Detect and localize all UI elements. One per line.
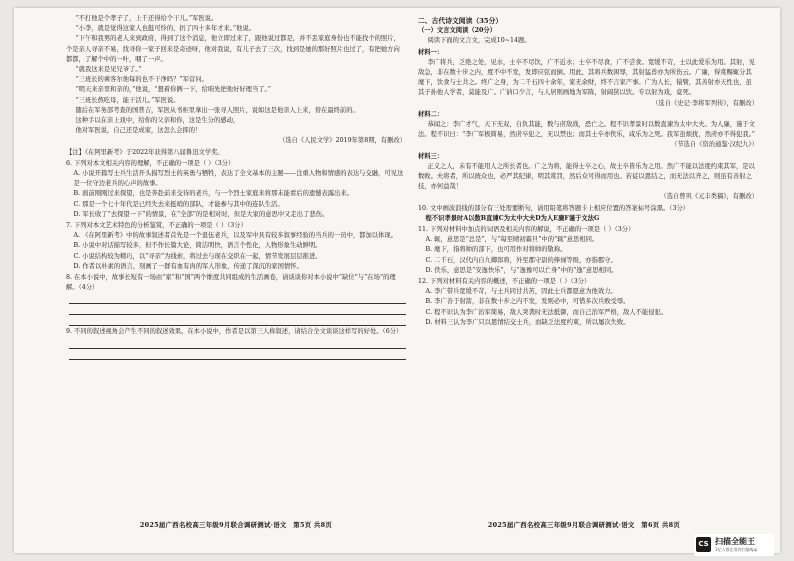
question-10-stem: 10. 文中画波浪线的部分有三处需要断句，请用铅笔将答题卡上相应位置的答案标号涂黑。（3分） bbox=[418, 204, 690, 212]
material-3-source: （选自曾巩《元丰类稿》，有删改） bbox=[660, 193, 758, 201]
answer-line[interactable] bbox=[69, 293, 406, 304]
material-3-text: 正义之人，未有不能用人之所长者也。广之为将，能得士卒之心，故士卒皆乐为之用。然广不能以法度约束其军，是以数败。夫将者，所以统众也，必严其纪律，明其赏罚，然后众可得而用也。若徒以恩结之，而无法以齐之，则虽有善射之技，亦何益哉！ bbox=[418, 162, 755, 191]
story-paragraph: “明天来亲里和亲的，”他说，“想着你俩一下，给咱先把他好好理当了。” bbox=[75, 86, 271, 94]
left-page-column bbox=[66, 14, 406, 524]
question-7-option-c: C. 小说结构较为精巧，以“寻亲”为线索，将过去与现在交织在一起，情节发展层层推进。 bbox=[73, 252, 322, 260]
question-11-stem: 11. 下列对材料中加点的词语及相关内容的解说，不正确的一项是（ ）（3分） bbox=[418, 226, 635, 234]
question-12-option-b: B. 李广善于射箭，非在数十步之内不发，发则必中，可惜多次兵败受辱。 bbox=[425, 298, 630, 306]
material-2-label: 材料二： bbox=[418, 110, 444, 118]
story-paragraph: 这种手以在亲上戏中，给你的父亲和你，这是生分的感动， bbox=[75, 117, 240, 125]
question-6-option-a: A. 小说开篇写士兵生活开头描写烈士的英勇与牺牲，表达了全文基本的主题——注重人物和情感的表达与交融，可见这是一位守边老兵的心声的故事。 bbox=[73, 170, 404, 188]
story-paragraph: 他对军医说，自己还是成家，这怎么会挥的！ bbox=[75, 127, 202, 135]
right-page-column bbox=[418, 14, 758, 524]
instruction: 阅读下面的文言文，完成10~14题。 bbox=[427, 37, 531, 45]
section-title: 二、古代诗文阅读（35分） bbox=[418, 17, 503, 25]
question-6-option-c: C. 那是一个七十年代是已经失去来挺哨的部队，才能参与其中的连队生活。 bbox=[73, 200, 284, 208]
story-note: 【注】《在阿里新考》于2022年获得第八届鲁迅文学奖。 bbox=[66, 148, 224, 156]
story-paragraph: “下午和我男的老人来到政府，得到了这个消息，他立即过来了，跟他说过都是，并不丢家庭身份也不能找个的照片，个是亲人寻亲不易，找寻你一家子回来是奇迹呀，他对我说，有儿子去了三次，找到是她的那好照片也过了，有把她方向都都，了解个中的一叶，咽了一声。 bbox=[66, 35, 400, 63]
subsection-title: （一）文言文阅读（20分） bbox=[418, 27, 497, 35]
story-paragraph: “就我这来是见兄爷了。” bbox=[75, 66, 142, 74]
answer-line[interactable] bbox=[69, 315, 406, 326]
camscanner-logo-icon: CS bbox=[696, 537, 711, 552]
material-3-label: 材料三： bbox=[418, 152, 444, 160]
question-12-option-d: D. 材料三认为李广只以恩情结交士兵，而缺乏法度约束，所以屡次失败。 bbox=[425, 318, 630, 326]
watermark-title: 扫描全能王 bbox=[715, 537, 755, 546]
story-paragraph: 随后在军务部考查的国普吉，军医从书柜里拿出一张寻人照片，说如这是他亲人上来，替在最终前的。 bbox=[75, 106, 359, 114]
answer-line[interactable] bbox=[69, 349, 406, 360]
question-7-option-b: B. 小说中对话描写较多，但不作长篇大论，简洁明快，语言个性化，人物形象生动鲜明。 bbox=[73, 242, 322, 250]
question-6-option-d: D. 军长收了“去探望一下”的情景，在“全部”的是相对时，但是大家的意思中又走出了悲伤。 bbox=[73, 210, 329, 218]
question-6-option-b: B. 面前刚刚过来探望，也是奔赴前来交待的老兵，与一个烈士家庭来将那未能看后的遗憾表露出来。 bbox=[73, 190, 353, 198]
watermark-subtitle: 3亿人都在用的扫描App bbox=[715, 547, 758, 552]
question-11-option-a: A. 辄，意思是“总是”，与“每至晴初霜旦”中的“辄”意思相同。 bbox=[425, 236, 599, 244]
exam-sheet bbox=[14, 8, 780, 553]
material-1-source: （选自《史记·李将军列传》，有删改） bbox=[652, 99, 758, 107]
scanner-watermark bbox=[694, 534, 774, 556]
question-10-sentence: 程不识孝景时A以数B直谏C为太中大夫D为人E廉F谨于文法G bbox=[425, 214, 600, 222]
story-paragraph: “三班长熬吃母，能干活儿。”军医说。 bbox=[75, 96, 180, 104]
question-11-option-c: C. 二千石，汉代内自九卿郎将，外至郡守尉的俸禄等级，亦指郡守。 bbox=[425, 256, 617, 264]
material-2-text: 恭闻之：李广才气，天下无双，自负其能，数与虏敌战，恐亡之。程不识孝景时以数直谏为太中大夫。为人廉，谨于文法。程不识曰：“李广军极简易，然虏卒犯之，无以禁也；而其士卒亦佚乐，咸乐为之死。我军虽烦扰，然虏亦不得犯我。” bbox=[418, 121, 756, 139]
answer-line[interactable] bbox=[69, 304, 406, 315]
question-8-stem: 8. 在本小说中，故事长短有一场由“家”和“国”两个维度共同组成的生活画卷，请谈谈你对本小说中“缺位”与“在场”的理解。（4分） bbox=[66, 274, 396, 292]
question-7-option-d: D. 作者以朴素的语言，刻画了一群有血有肉的军人形象，传递了深沉的家国情怀。 bbox=[73, 262, 303, 270]
material-1-text: 李广将兵，乏绝之处，见水，士卒不尽饮，广不近水；士卒不尽食，广不尝食。宽缓不苛，士以此爱乐为用。其射，见敌急，非在数十步之内，度不中不发，发即应弦而倒。用此，其将兵数困辱，其射猛兽亦为所伤云。广廉，得赏赐辄分其麾下，饮食与士共之。终广之身，为二千石四十余年，家无余财，终不言家产事。广为人长，猿臂，其善射亦天性也，虽其子孙他人学者，莫能及广。广讷口少言，与人居则画地为军陈，射阔狭以饮。专以射为戏，竟死。 bbox=[418, 58, 755, 97]
question-6-stem: 6. 下列对本文相关内容的理解，不正确的一项是（ ）（3分） bbox=[66, 159, 235, 167]
question-12-stem: 12. 下列对材料有关内容的概述，不正确的一项是（ ）（3分） bbox=[418, 278, 591, 286]
question-7-stem: 7. 下列对本文艺术特色的分析鉴赏，不正确的一项是（ ）（3分） bbox=[66, 222, 247, 230]
story-paragraph: “不打他是个孝子了，上千还得给个干儿。”军医说。 bbox=[75, 15, 218, 22]
material-1-label: 材料一： bbox=[418, 48, 444, 56]
question-9-stem: 9. 不同的叙述视角会产生不同的叙述效果。在本小说中，作者是以第三人称叙述，请结合全文谈谈这样写的好处。（6分） bbox=[66, 328, 403, 336]
answer-line[interactable] bbox=[69, 338, 406, 349]
question-11-option-b: B. 麾下，指将帅的部下，也可用作对将帅的敬称。 bbox=[425, 246, 567, 254]
story-source: （选自《人民文学》2019年第8期，有删改） bbox=[278, 137, 406, 145]
material-2-source: （节选自《资治通鉴·汉纪九》） bbox=[670, 141, 758, 149]
story-paragraph: “小李，就是觉得这家人也挺可怜的，扔了四十多年才来。”他说。 bbox=[75, 25, 256, 33]
page-footer-right: 2025届广西名校高三年级9月联合调研测试·语文 第6页 共8页 bbox=[487, 521, 681, 529]
story-paragraph: “三班长的乘客尔他每的也不干净吗？”军营问。 bbox=[75, 76, 208, 84]
question-7-option-a: A. 《在阿里新考》中的故事叙述者首先是一个退伍老兵，以及军中具有较多叙事经验的当兵的一员中，都加以体现。 bbox=[73, 232, 397, 240]
page-footer-left: 2025届广西名校高三年级9月联合调研测试·语文 第5页 共8页 bbox=[139, 521, 333, 529]
question-12-option-a: A. 李广带兵宽缓不苛，与士兵同甘共苦，因此士兵都愿意为他效力。 bbox=[425, 288, 617, 296]
question-12-option-c: C. 程不识认为李广治军简易，敌人突袭时无法抵御，而自己治军严格，敌人不能侵犯。 bbox=[425, 308, 668, 316]
question-11-option-d: D. 佚乐，意思是“安逸快乐”，与“逸豫可以亡身”中的“逸”意思相同。 bbox=[425, 266, 618, 274]
